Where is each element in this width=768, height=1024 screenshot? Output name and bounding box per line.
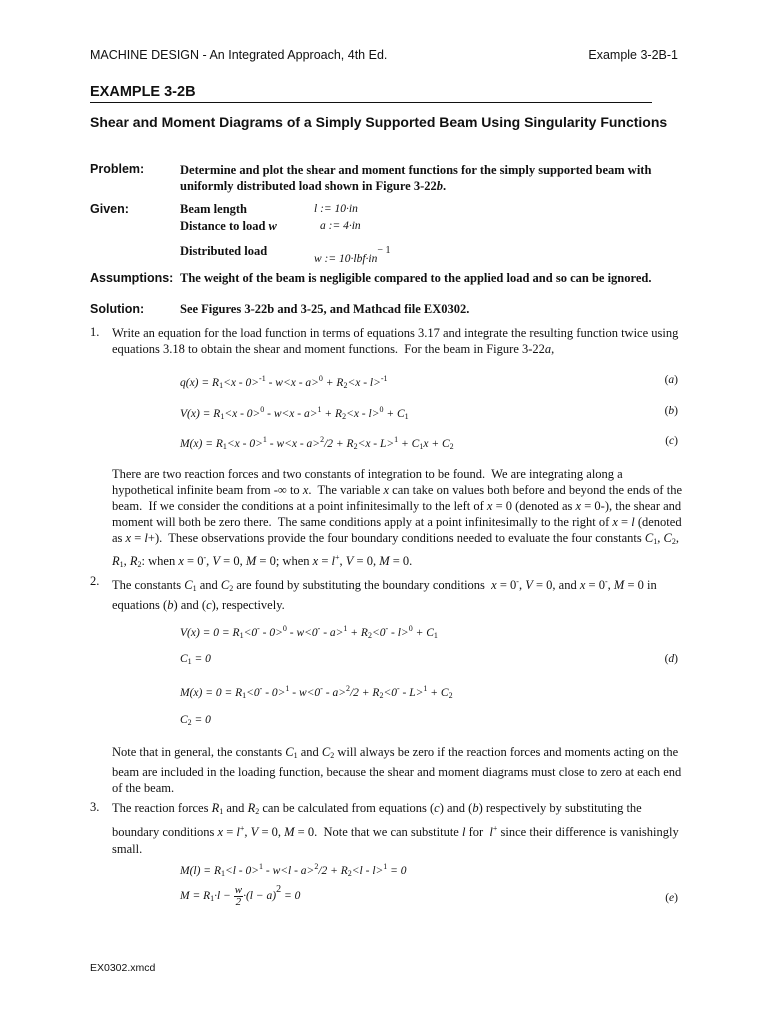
- given-item-name: Beam length: [180, 202, 248, 216]
- footer-filename: EX0302.xmcd: [90, 962, 156, 974]
- step-1-text: Write an equation for the load function in terms of equations 3.17 and integrate the resulting function twice using equations 3.18 to obtain the shear and moment functions. For the beam in Figure 3-22a,: [112, 326, 679, 356]
- equation-tag: (b): [664, 405, 678, 417]
- equation-tag: (c): [665, 435, 678, 447]
- given-item-expr: l := 10·in: [314, 203, 358, 215]
- equation-c: $M(x) = R_1<x - 0>^1 - w<x - a>^2/2 + R_2<x - L>^1 + C_1x + C_2$: [180, 435, 454, 451]
- equation-b: $V(x) = R_1<x - 0>^0 - w<x - a>^1 + R_2<x - l>^0 + C_1$: [180, 405, 409, 421]
- assumptions-text: The weight of the beam is negligible compared to the applied load and so can be ignored.: [180, 271, 652, 285]
- given-item-name: Distance to load w: [180, 219, 277, 233]
- example-label: EXAMPLE 3-2B: [90, 84, 652, 103]
- step-3-text: The reaction forces $R_1$ and $R_2$ can be calculated from equations (c) and (b) respectively by substituting the boundary conditions x = l+, V = 0, M = 0. Note that we can substitute l for l+ since their difference is vanishingly small.: [112, 801, 679, 856]
- page-title: Shear and Moment Diagrams of a Simply Supported Beam Using Singularity Functions: [90, 114, 668, 130]
- solution-text: See Figures 3-22b and 3-25, and Mathcad file EX0302.: [180, 302, 470, 316]
- given-item-name: Distributed load: [180, 244, 268, 258]
- solution-label: Solution:: [90, 302, 145, 316]
- problem-text: Determine and plot the shear and moment functions for the simply supported beam with uniformly distributed load shown in Figure 3-22b.: [180, 163, 652, 193]
- given-item-expr: a := 4·in: [320, 220, 361, 232]
- given-item-expr: w := $10\cdot lbf\cdot in^{- 1}$: [314, 245, 391, 265]
- equation-tag: (d): [664, 653, 678, 665]
- step-1-paragraph: There are two reaction forces and two constants of integration to be found. We are integrating along a hypothetical infinite beam from -∞ to x. The variable x can take on values both before and beyond the ends of the beam. If we consider the conditions at a point infinitesimally to the left of x = 0 (denoted as x = 0-), the shear and moment will both be zero there. The same conditions apply at a point infinitesimally to the right of x = l (denoted as x = l+). These observations provide the four boundary conditions needed to evaluate the four constants $C_1$, $C_2$, $R_1$, $R_2$: when x = 0-, V = 0, M = 0; when x = l+, V = 0, M = 0.: [112, 467, 682, 569]
- equation-a: $q(x) = R_1<x - 0>^{-1} - w<x - a>^0 + R_2<x - l>^{-1}$: [180, 374, 388, 390]
- equation-tag: (a): [664, 374, 678, 386]
- equation-ml: $M(l) = R_1<l - 0>^1 - w<l - a>^2/2 + R_2<l - l>^1 = 0$: [180, 862, 407, 878]
- problem-label: Problem:: [90, 162, 145, 176]
- given-label: Given:: [90, 202, 129, 216]
- equation-c2: $C_2 = 0$: [180, 714, 211, 727]
- equation-tag: (e): [665, 892, 678, 904]
- step-number: 3.: [90, 800, 100, 814]
- step-number: 2.: [90, 574, 100, 588]
- header-left: MACHINE DESIGN - An Integrated Approach, 4th Ed.: [90, 48, 388, 62]
- equation-c1: $C_1 = 0$: [180, 653, 211, 666]
- step-2-text: The constants $C_1$ and $C_2$ are found by substituting the boundary conditions x = 0-, V = 0, and x = 0-, M = 0 in equations (b) and (c), respectively.: [112, 577, 657, 612]
- equation-m0: $M(x) = 0 = R_1<0^- - 0>^1 - w<0^- - a>^2/2 + R_2<0^- - L>^1 + C_2$: [180, 684, 453, 700]
- step-2-paragraph: Note that in general, the constants $C_1$ and $C_2$ will always be zero if the reaction forces and moments acting on the beam are included in the loading function, because the shear and moment diagrams must close to zero at each end of the beam.: [112, 745, 682, 795]
- header-right: Example 3-2B-1: [588, 48, 678, 62]
- equation-v0: $V(x) = 0 = R_1<0^- - 0>^0 - w<0^- - a>^1 + R_2<0^- - l>^0 + C_1$: [180, 624, 438, 640]
- equation-e: $M = R_1\cdot l$ − $\frac{w}{2}$ $\cdot(l - a)^2 = 0$: [180, 883, 301, 908]
- assumptions-label: Assumptions:: [90, 271, 174, 285]
- step-number: 1.: [90, 325, 100, 339]
